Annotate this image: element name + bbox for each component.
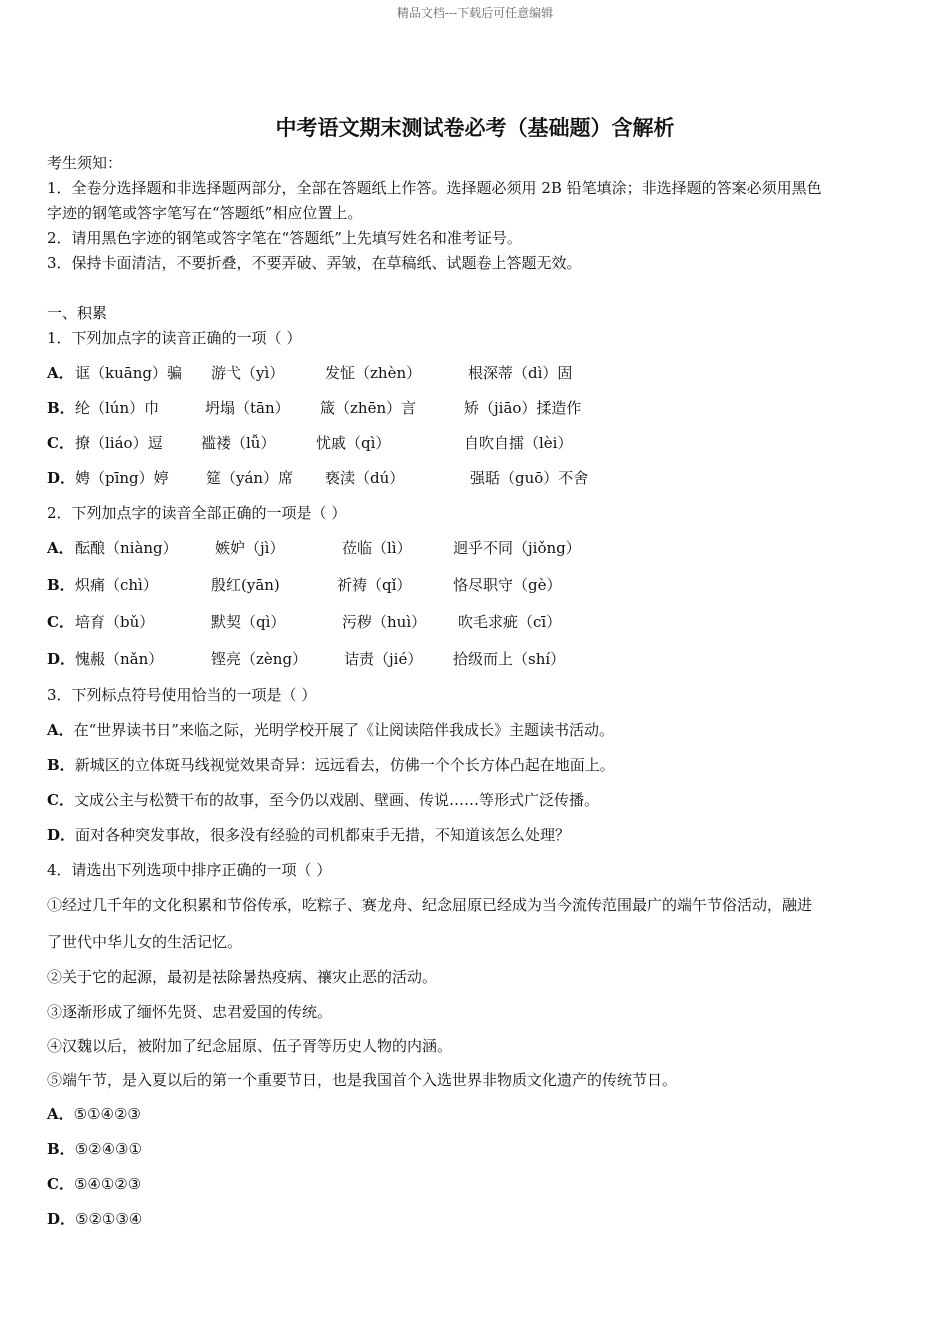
section-heading: 一、积累 [47, 304, 108, 322]
question-4-stem: 4．请选出下列选项中排序正确的一项（ ） [47, 861, 332, 879]
q1-option-d-choice-3: 亵渎（dú） [325, 469, 405, 487]
q3-option-c: C．文成公主与松赞干布的故事，至今仍以戏剧、壁画、传说……等形式广泛传播。 [47, 791, 599, 809]
question-3-stem: 3．下列标点符号使用恰当的一项是（ ） [47, 686, 317, 704]
q1-option-b-choice-4: 矫（jiāo）揉造作 [464, 399, 582, 417]
notice-item-3: 3．保持卡面清洁，不要折叠，不要弄破、弄皱，在草稿纸、试题卷上答题无效。 [47, 254, 582, 272]
notice-item-1-line-1: 1．全卷分选择题和非选择题两部分，全部在答题纸上作答。选择题必须用 2B 铅笔填涂；非选择题的答案必须用黑色 [47, 179, 822, 197]
q1-option-c-letter: C． [47, 434, 74, 452]
q4-option-a: A．⑤①④②③ [47, 1105, 141, 1123]
question-2-stem: 2．下列加点字的读音全部正确的一项是（ ） [47, 504, 347, 522]
q4-sentence-5: ⑤端午节，是入夏以后的第一个重要节日，也是我国首个入选世界非物质文化遗产的传统节日。 [47, 1071, 678, 1089]
q2-option-c-choice-3: 污秽（huì） [342, 613, 427, 631]
q1-option-d-choice-1: 娉（pīng）婷 [75, 469, 169, 487]
q4-sentence-1-line-2: 了世代中华儿女的生活记忆。 [47, 933, 243, 951]
q2-option-a-choice-2: 嫉妒（jì） [215, 539, 285, 557]
q2-option-d-letter: D． [47, 650, 76, 668]
q2-option-d-choice-1: 愧赧（nǎn） [75, 650, 164, 668]
q1-option-a-letter: A． [47, 364, 74, 382]
q2-option-b-choice-4: 恪尽职守（gè） [453, 576, 562, 594]
q4-sentence-2: ②关于它的起源，最初是祛除暑热疫病、禳灾止恶的活动。 [47, 968, 438, 986]
page-title: 中考语文期末测试卷必考（基础题）含解析 [275, 116, 675, 140]
q1-option-c-choice-3: 忧戚（qì） [316, 434, 391, 452]
q1-option-c-choice-2: 褴褛（lǚ） [201, 434, 276, 452]
q2-option-b-letter: B． [47, 576, 75, 594]
q3-option-b: B．新城区的立体斑马线视觉效果奇异：远远看去，仿佛一个个长方体凸起在地面上。 [47, 756, 615, 774]
q2-option-a-choice-4: 迥乎不同（jiǒng） [453, 539, 581, 557]
notice-heading: 考生须知： [47, 154, 123, 172]
q1-option-d-choice-4: 强聒（guō）不舍 [470, 469, 589, 487]
q1-option-a-choice-3: 发怔（zhèn） [325, 364, 422, 382]
q1-option-a-choice-2: 游弋（yì） [211, 364, 285, 382]
notice-item-1-line-2: 字迹的钢笔或答字笔写在“答题纸”相应位置上。 [47, 204, 363, 222]
q1-option-b-choice-3: 箴（zhēn）言 [320, 399, 417, 417]
q2-option-d-choice-3: 诘责（jié） [344, 650, 423, 668]
q4-option-d: D．⑤②①③④ [47, 1210, 143, 1228]
notice-item-2: 2．请用黑色字迹的钢笔或答字笔在“答题纸”上先填写姓名和准考证号。 [47, 229, 522, 247]
q2-option-b-choice-3: 祈祷（qǐ） [337, 576, 412, 594]
q1-option-b-choice-2: 坍塌（tān） [205, 399, 290, 417]
q4-option-b: B．⑤②④③① [47, 1140, 142, 1158]
q1-option-a-choice-1: 诓（kuāng）骗 [75, 364, 182, 382]
q1-option-d-letter: D． [47, 469, 76, 487]
q2-option-c-choice-1: 培育（bǔ） [75, 613, 155, 631]
q2-option-c-choice-2: 默契（qì） [211, 613, 286, 631]
q3-option-a: A．在“世界读书日”来临之际，光明学校开展了《让阅读陪伴我成长》主题读书活动。 [47, 721, 614, 739]
q2-option-a-choice-1: 酝酿（niàng） [75, 539, 178, 557]
q2-option-b-choice-2: 殷红(yān) [211, 576, 280, 594]
q1-option-b-letter: B． [47, 399, 75, 417]
q4-sentence-1-line-1: ①经过几千年的文化积累和节俗传承，吃粽子、赛龙舟、纪念屈原已经成为当今流传范围最广的端午节俗活动，融进 [47, 896, 813, 914]
q1-option-d-choice-2: 筵（yán）席 [206, 469, 294, 487]
q2-option-c-letter: C． [47, 613, 74, 631]
q2-option-a-choice-3: 莅临（lì） [342, 539, 412, 557]
watermark: 精品文档---下载后可任意编辑 [396, 6, 554, 20]
q4-sentence-3: ③逐渐形成了缅怀先贤、忠君爱国的传统。 [47, 1003, 333, 1021]
question-1-stem: 1．下列加点字的读音正确的一项（ ） [47, 329, 302, 347]
q2-option-d-choice-4: 拾级而上（shí） [453, 650, 566, 668]
q2-option-b-choice-1: 炽痛（chì） [75, 576, 158, 594]
q1-option-c-choice-1: 撩（liáo）逗 [75, 434, 163, 452]
q4-sentence-4: ④汉魏以后，被附加了纪念屈原、伍子胥等历史人物的内涵。 [47, 1037, 453, 1055]
q4-option-c: C．⑤④①②③ [47, 1175, 142, 1193]
q2-option-c-choice-4: 吹毛求疵（cī） [458, 613, 562, 631]
q1-option-c-choice-4: 自吹自擂（lèi） [464, 434, 573, 452]
q3-option-d: D．面对各种突发事故，很多没有经验的司机都束手无措，不知道该怎么处理？ [47, 826, 571, 844]
q1-option-a-choice-4: 根深蒂（dì）固 [468, 364, 573, 382]
q2-option-a-letter: A． [47, 539, 74, 557]
q1-option-b-choice-1: 纶（lún）巾 [75, 399, 160, 417]
q2-option-d-choice-2: 铿亮（zèng） [211, 650, 308, 668]
